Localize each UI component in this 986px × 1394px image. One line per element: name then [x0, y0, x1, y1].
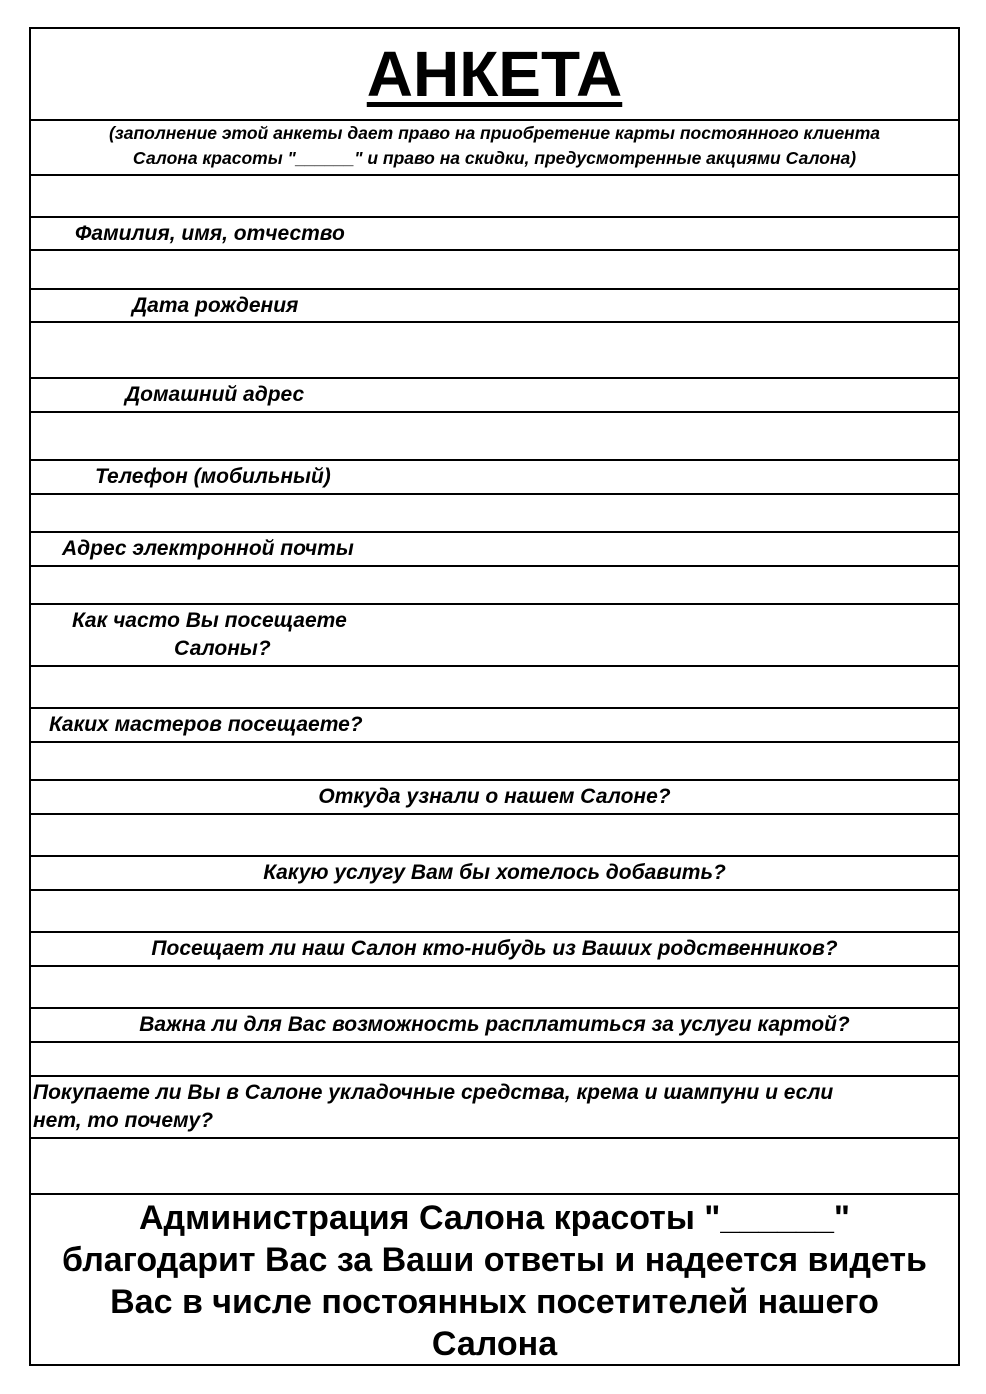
label-birth-date: Дата рождения [132, 294, 299, 317]
label-service-wish: Какую услугу Вам бы хотелось добавить? [263, 861, 726, 884]
label-visit-frequency-cont: Салоны? [174, 637, 271, 660]
form-title: АНКЕТА [366, 38, 623, 110]
footer-message [31, 1197, 958, 1365]
answer-line[interactable] [31, 1137, 958, 1139]
label-products-cont: нет, то почему? [33, 1109, 214, 1132]
row-divider [31, 288, 958, 290]
answer-line[interactable] [31, 665, 958, 667]
row-divider [31, 459, 958, 461]
row-divider [31, 216, 958, 218]
questionnaire-form [29, 27, 960, 1366]
row-divider [31, 377, 958, 379]
answer-line[interactable] [31, 1041, 958, 1043]
footer-line: Вас в числе постоянных посетителей нашего [110, 1283, 879, 1321]
label-full-name: Фамилия, имя, отчество [75, 222, 345, 245]
row-divider [31, 1075, 958, 1077]
answer-line[interactable] [31, 249, 958, 251]
answer-line[interactable] [31, 741, 958, 743]
answer-line[interactable] [31, 411, 958, 413]
subtitle-line: Салона красоты "______" и право на скидки, предусмотренные акциями Салона) [132, 148, 857, 168]
form-subtitle [31, 121, 958, 171]
label-relatives: Посещает ли наш Салон кто-нибудь из Ваших родственников? [151, 937, 838, 960]
answer-line[interactable] [31, 965, 958, 967]
footer-line: Салона [431, 1325, 558, 1363]
subtitle-line: (заполнение этой анкеты дает право на приобретение карты постоянного клиента [108, 123, 881, 143]
answer-line[interactable] [31, 493, 958, 495]
footer-line: благодарит Вас за Ваши ответы и надеется видеть [62, 1241, 927, 1279]
answer-line[interactable] [31, 889, 958, 891]
answer-line[interactable] [31, 813, 958, 815]
row-divider [31, 931, 958, 933]
row-divider [31, 707, 958, 709]
answer-line[interactable] [31, 565, 958, 567]
row-divider [31, 603, 958, 605]
row-divider [31, 531, 958, 533]
answer-line[interactable] [31, 321, 958, 323]
row-divider [31, 1193, 958, 1195]
row-divider [31, 1007, 958, 1009]
row-divider [31, 174, 958, 176]
label-visit-frequency: Как часто Вы посещаете [72, 609, 347, 632]
label-home-address: Домашний адрес [125, 383, 305, 406]
row-divider [31, 855, 958, 857]
label-phone: Телефон (мобильный) [95, 465, 331, 488]
label-products: Покупаете ли Вы в Салоне укладочные средства, крема и шампуни и если [33, 1081, 834, 1104]
footer-line: Администрация Салона красоты "______" [139, 1199, 850, 1237]
label-masters: Каких мастеров посещаете? [49, 713, 363, 736]
row-divider [31, 779, 958, 781]
label-card-payment: Важна ли для Вас возможность расплатиться за услуги картой? [139, 1013, 850, 1036]
label-source: Откуда узнали о нашем Салоне? [318, 785, 671, 808]
label-email: Адрес электронной почты [62, 537, 354, 560]
